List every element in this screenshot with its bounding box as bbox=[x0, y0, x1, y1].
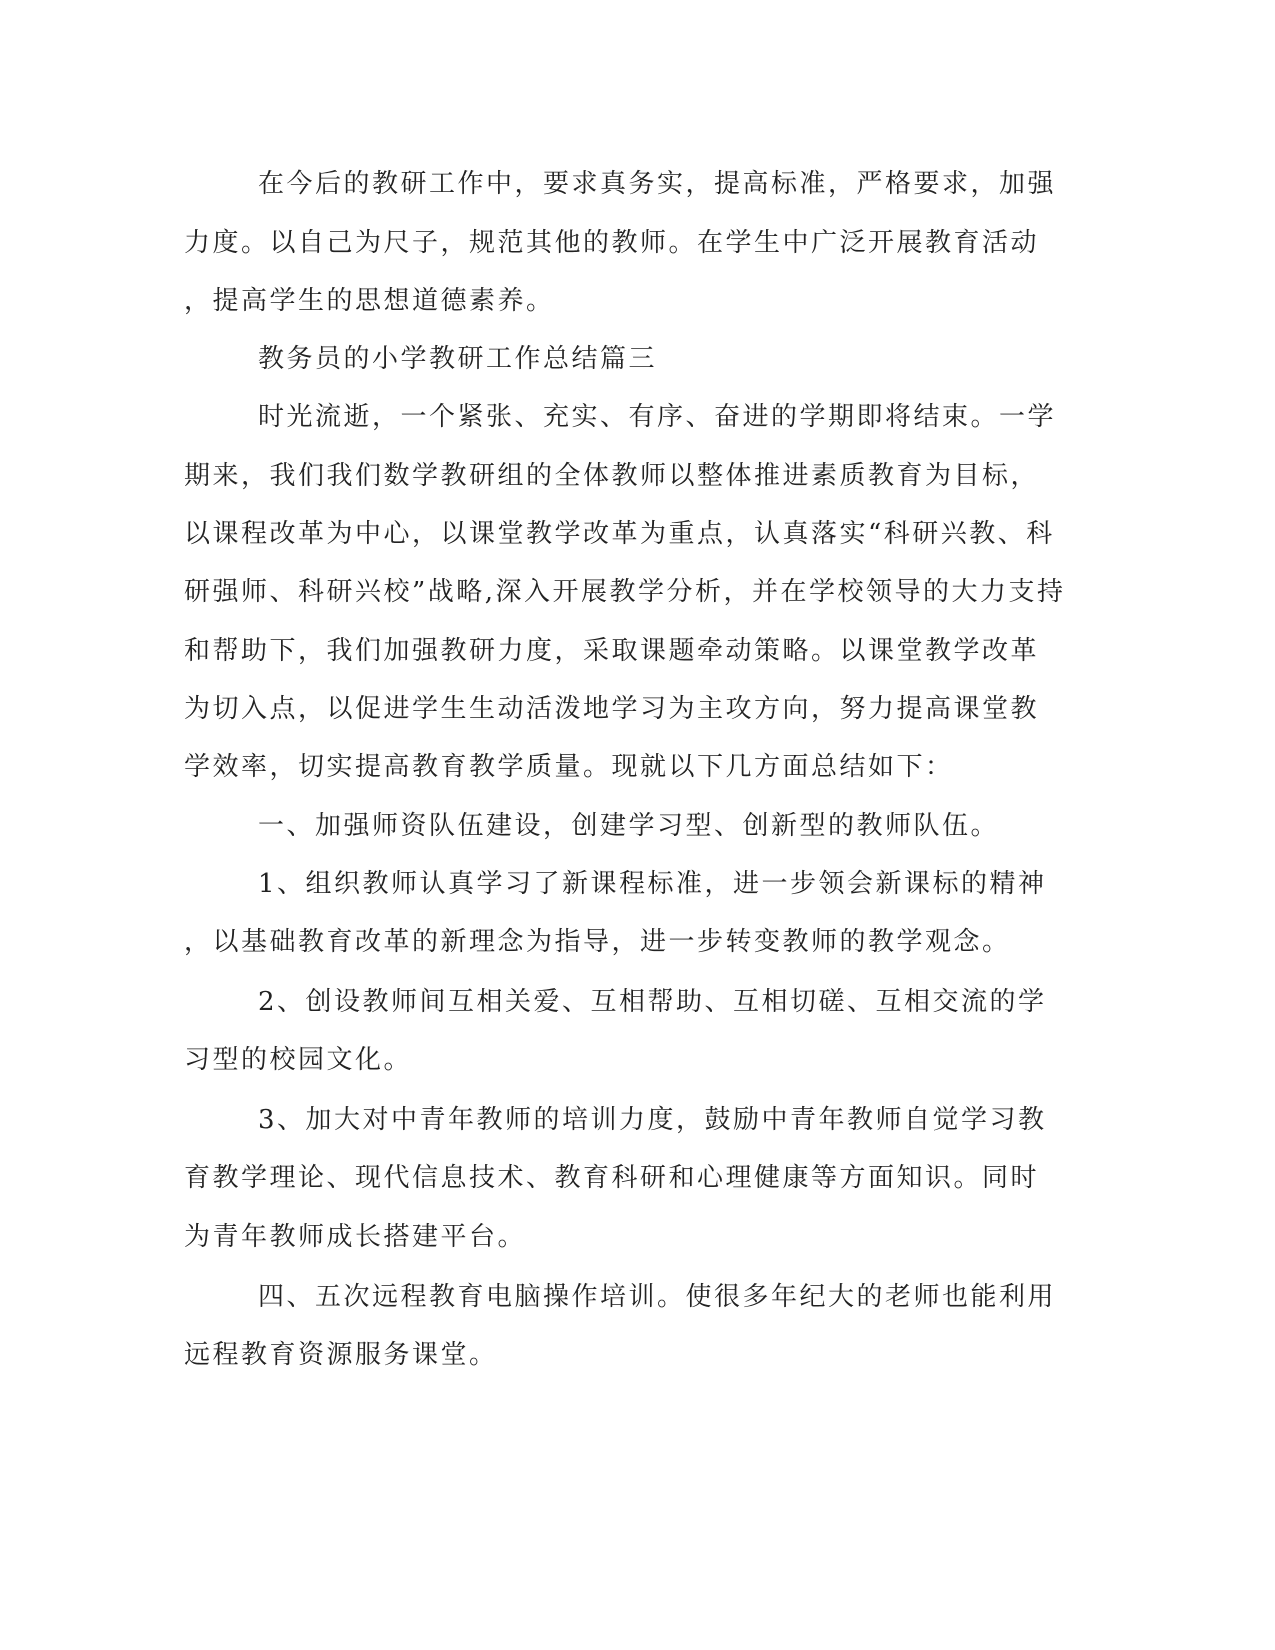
paragraph-line: 2、创设教师间互相关爱、互相帮助、互相切磋、互相交流的学 bbox=[258, 987, 1047, 1017]
paragraph-line: 时光流逝，一个紧张、充实、有序、奋进的学期即将结束。一学 bbox=[258, 402, 1057, 432]
paragraph-line: 研强师、科研兴校”战略,深入开展教学分析，并在学校领导的大力支持 bbox=[184, 577, 1066, 607]
paragraph-line: 四、五次远程教育电脑操作培训。使很多年纪大的老师也能利用 bbox=[258, 1282, 1057, 1312]
paragraph-line: 以课程改革为中心，以课堂教学改革为重点，认真落实“科研兴教、科 bbox=[184, 519, 1055, 549]
paragraph-line: 为切入点，以促进学生生动活泼地学习为主攻方向，努力提高课堂教 bbox=[184, 694, 1040, 724]
paragraph-line: ，提高学生的思想道德素养。 bbox=[184, 286, 555, 316]
paragraph-line: 学效率，切实提高教育教学质量。现就以下几方面总结如下： bbox=[184, 752, 954, 782]
paragraph-line: 为青年教师成长搭建平台。 bbox=[184, 1222, 527, 1252]
paragraph-line: 3、加大对中青年教师的培训力度，鼓励中青年教师自觉学习教 bbox=[258, 1105, 1047, 1135]
paragraph-line: 1、组织教师认真学习了新课程标准，进一步领会新课标的精神 bbox=[258, 869, 1047, 899]
paragraph-line: 力度。以自己为尺子，规范其他的教师。在学生中广泛开展教育活动 bbox=[184, 228, 1040, 258]
paragraph-line: 在今后的教研工作中，要求真务实，提高标准，严格要求，加强 bbox=[258, 169, 1057, 199]
paragraph-line: 期来，我们我们数学教研组的全体教师以整体推进素质教育为目标， bbox=[184, 461, 1040, 491]
paragraph-line: 一、加强师资队伍建设，创建学习型、创新型的教师队伍。 bbox=[258, 811, 1000, 841]
section-heading: 教务员的小学教研工作总结篇三 bbox=[258, 344, 658, 374]
paragraph-line: 和帮助下，我们加强教研力度，采取课题牵动策略。以课堂教学改革 bbox=[184, 636, 1040, 666]
paragraph-line: 习型的校园文化。 bbox=[184, 1045, 413, 1075]
paragraph-line: ，以基础教育改革的新理念为指导，进一步转变教师的教学观念。 bbox=[184, 927, 1011, 957]
paragraph-line: 育教学理论、现代信息技术、教育科研和心理健康等方面知识。同时 bbox=[184, 1163, 1040, 1193]
paragraph-line: 远程教育资源服务课堂。 bbox=[184, 1340, 498, 1370]
